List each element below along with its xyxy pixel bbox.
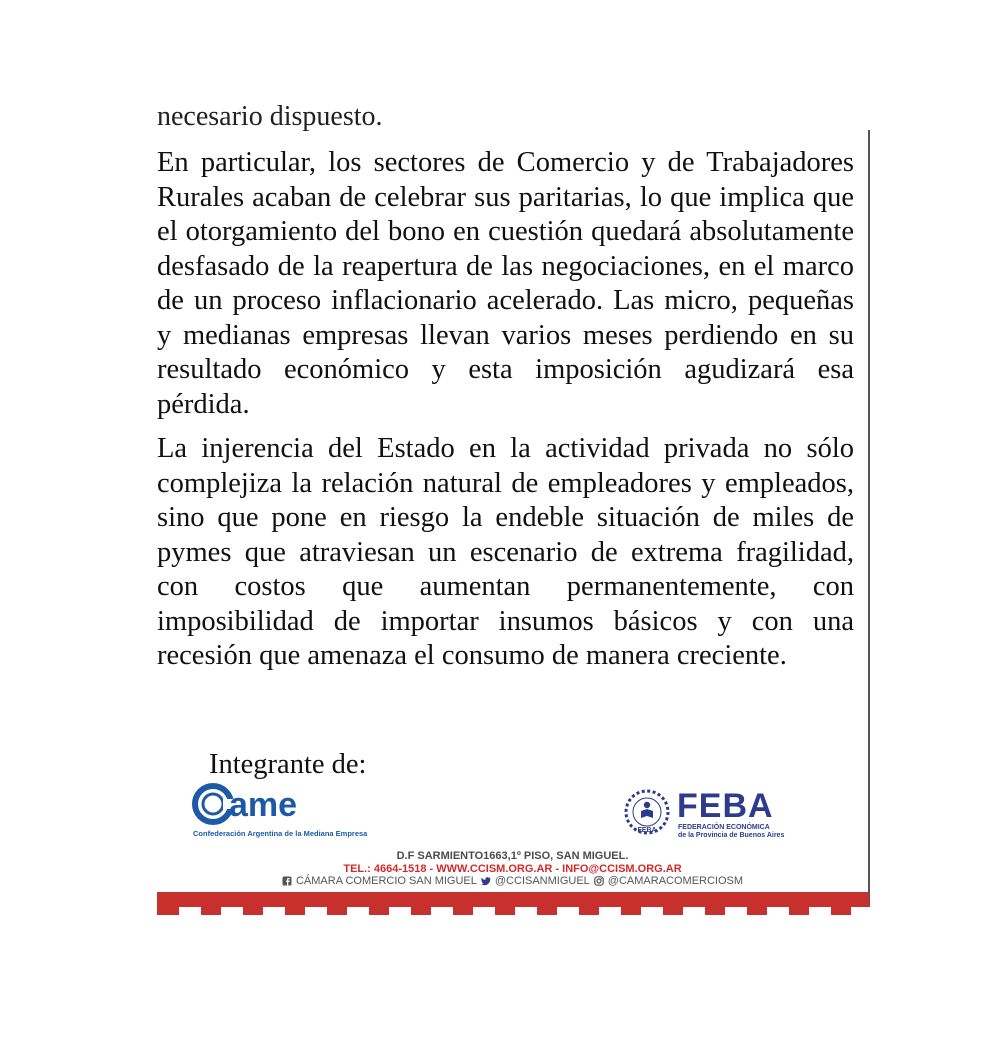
instagram-handle: @CAMARACOMERCIOSM <box>607 875 744 887</box>
feba-emblem-icon <box>622 788 672 838</box>
feba-subtitle <box>678 824 784 840</box>
came-caption: Confederación Argentina de la Mediana Empresa <box>193 829 368 838</box>
red-footer-band <box>157 892 869 915</box>
paragraph-sectores: En particular, los sectores de Comercio y de Trabajadores Rurales acaban de celebrar sus paritarias, lo que implica que el otorgamiento del bono en cuestión quedará absolutamente desfasado de la reapertura de las negociaciones, en el marco de un proceso inflacionario acelerado. Las micro, pequeñas y medianas empresas llevan varios meses perdiendo en su resultado económico y esta imposición agudizará esa pérdida. <box>157 147 854 420</box>
social-line <box>157 875 868 888</box>
twitter-icon <box>481 876 491 886</box>
band-notch <box>431 907 453 915</box>
band-notch <box>473 907 495 915</box>
band-notch <box>305 907 327 915</box>
band-notch <box>683 907 705 915</box>
band-notch <box>725 907 747 915</box>
came-logo-icon <box>193 782 343 826</box>
band-notch <box>389 907 411 915</box>
contact-line: TEL.: 4664-1518 - WWW.CCISM.ORG.AR - INFO@CCISM.ORG.AR <box>343 862 682 875</box>
came-logo-text: ame <box>229 786 298 824</box>
twitter-handle: @CCISANMIGUEL <box>494 875 590 887</box>
contact-block <box>157 850 868 888</box>
band-notch <box>557 907 579 915</box>
band-notch <box>515 907 537 915</box>
band-notch <box>767 907 789 915</box>
band-notch <box>851 907 873 915</box>
integrante-label: Integrante de: <box>209 749 367 780</box>
feba-logo <box>622 787 785 844</box>
band-notch <box>809 907 831 915</box>
paragraph-injerencia: La injerencia del Estado en la actividad privada no sólo complejiza la relación natural de empleadores y empleados, sino que pone en riesgo la endeble situación de miles de pymes que atraviesan un escenario de extrema fragilidad, con costos que aumentan permanentemente, con imposibilidad de importar insumos básicos y con una recesión que amenaza el consumo de manera creciente. <box>157 433 854 671</box>
feba-subtitle-line1: FEDERACIÓN ECONÓMICA <box>678 824 770 831</box>
band-notch <box>641 907 663 915</box>
feba-subtitle-line2: de la Provincia de Buenos Aires <box>678 832 785 839</box>
band-notch <box>221 907 243 915</box>
feba-emblem-text: FEBA <box>637 827 657 834</box>
came-logo <box>193 782 368 842</box>
feba-title: FEBA <box>677 787 774 825</box>
band-notch <box>179 907 201 915</box>
page-edge-rule <box>868 130 870 915</box>
band-notch <box>347 907 369 915</box>
instagram-icon <box>594 876 604 886</box>
facebook-icon <box>282 876 292 886</box>
band-notch <box>599 907 621 915</box>
facebook-handle: CÁMARA COMERCIO SAN MIGUEL <box>295 875 477 887</box>
cut-off-text-line <box>157 101 427 134</box>
band-notch <box>263 907 285 915</box>
document-body <box>157 146 854 684</box>
address-line: D.F SARMIENTO1663,1º PISO, SAN MIGUEL. <box>396 850 629 862</box>
cut-off-text: necesario dispuesto. <box>157 101 383 132</box>
